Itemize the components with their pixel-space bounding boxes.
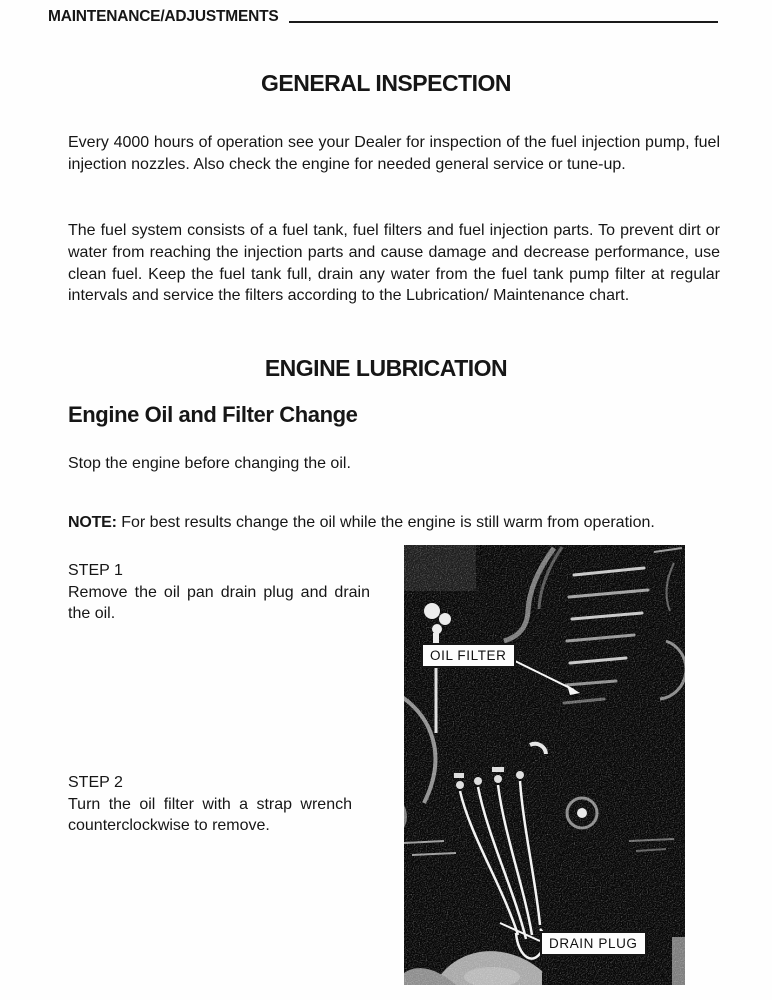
oil-filter-callout: OIL FILTER xyxy=(421,643,516,668)
paragraph-inspection-interval: Every 4000 hours of operation see your Dealer for inspection of the fuel injection pump, fuel injection nozzles. Also check the engine for needed general service or tune-up. xyxy=(68,134,720,173)
step-1-label: STEP 1 xyxy=(68,562,123,579)
note-label: NOTE: xyxy=(68,514,117,531)
subheading-oil-filter-change: Engine Oil and Filter Change xyxy=(68,402,358,427)
section-heading-engine-lubrication: ENGINE LUBRICATION xyxy=(264,355,508,381)
stop-engine-line: Stop the engine before changing the oil. xyxy=(68,455,351,472)
step-1-text: Remove the oil pan drain plug and drain the oil. xyxy=(68,583,370,622)
note-text: For best results change the oil while the engine is still warm from operation. xyxy=(121,514,655,531)
step-2-text: Turn the oil filter with a strap wrench counterclockwise to remove. xyxy=(68,795,352,834)
header-rule xyxy=(289,21,719,23)
engine-photo xyxy=(404,545,685,985)
note-paragraph xyxy=(68,512,658,534)
step-2-block xyxy=(68,772,352,837)
header-title: MAINTENANCE/ADJUSTMENTS xyxy=(48,8,279,25)
drain-plug-callout: DRAIN PLUG xyxy=(540,931,647,956)
engine-photo-figure xyxy=(404,545,685,985)
step-1-block xyxy=(68,560,370,625)
section-heading-general-inspection: GENERAL INSPECTION xyxy=(261,70,511,96)
page-header xyxy=(48,8,718,26)
step-2-label: STEP 2 xyxy=(68,774,123,791)
paragraph-fuel-system: The fuel system consists of a fuel tank, fuel filters and fuel injection parts. To prevent dirt or water from reaching the injection parts and cause damage and decrease performance, use clean fuel. Keep the fuel tank full, drain any water from the fuel tank pump filter at regular intervals and service the filters according to the Lubrication/ Maintenance chart. xyxy=(68,222,720,305)
